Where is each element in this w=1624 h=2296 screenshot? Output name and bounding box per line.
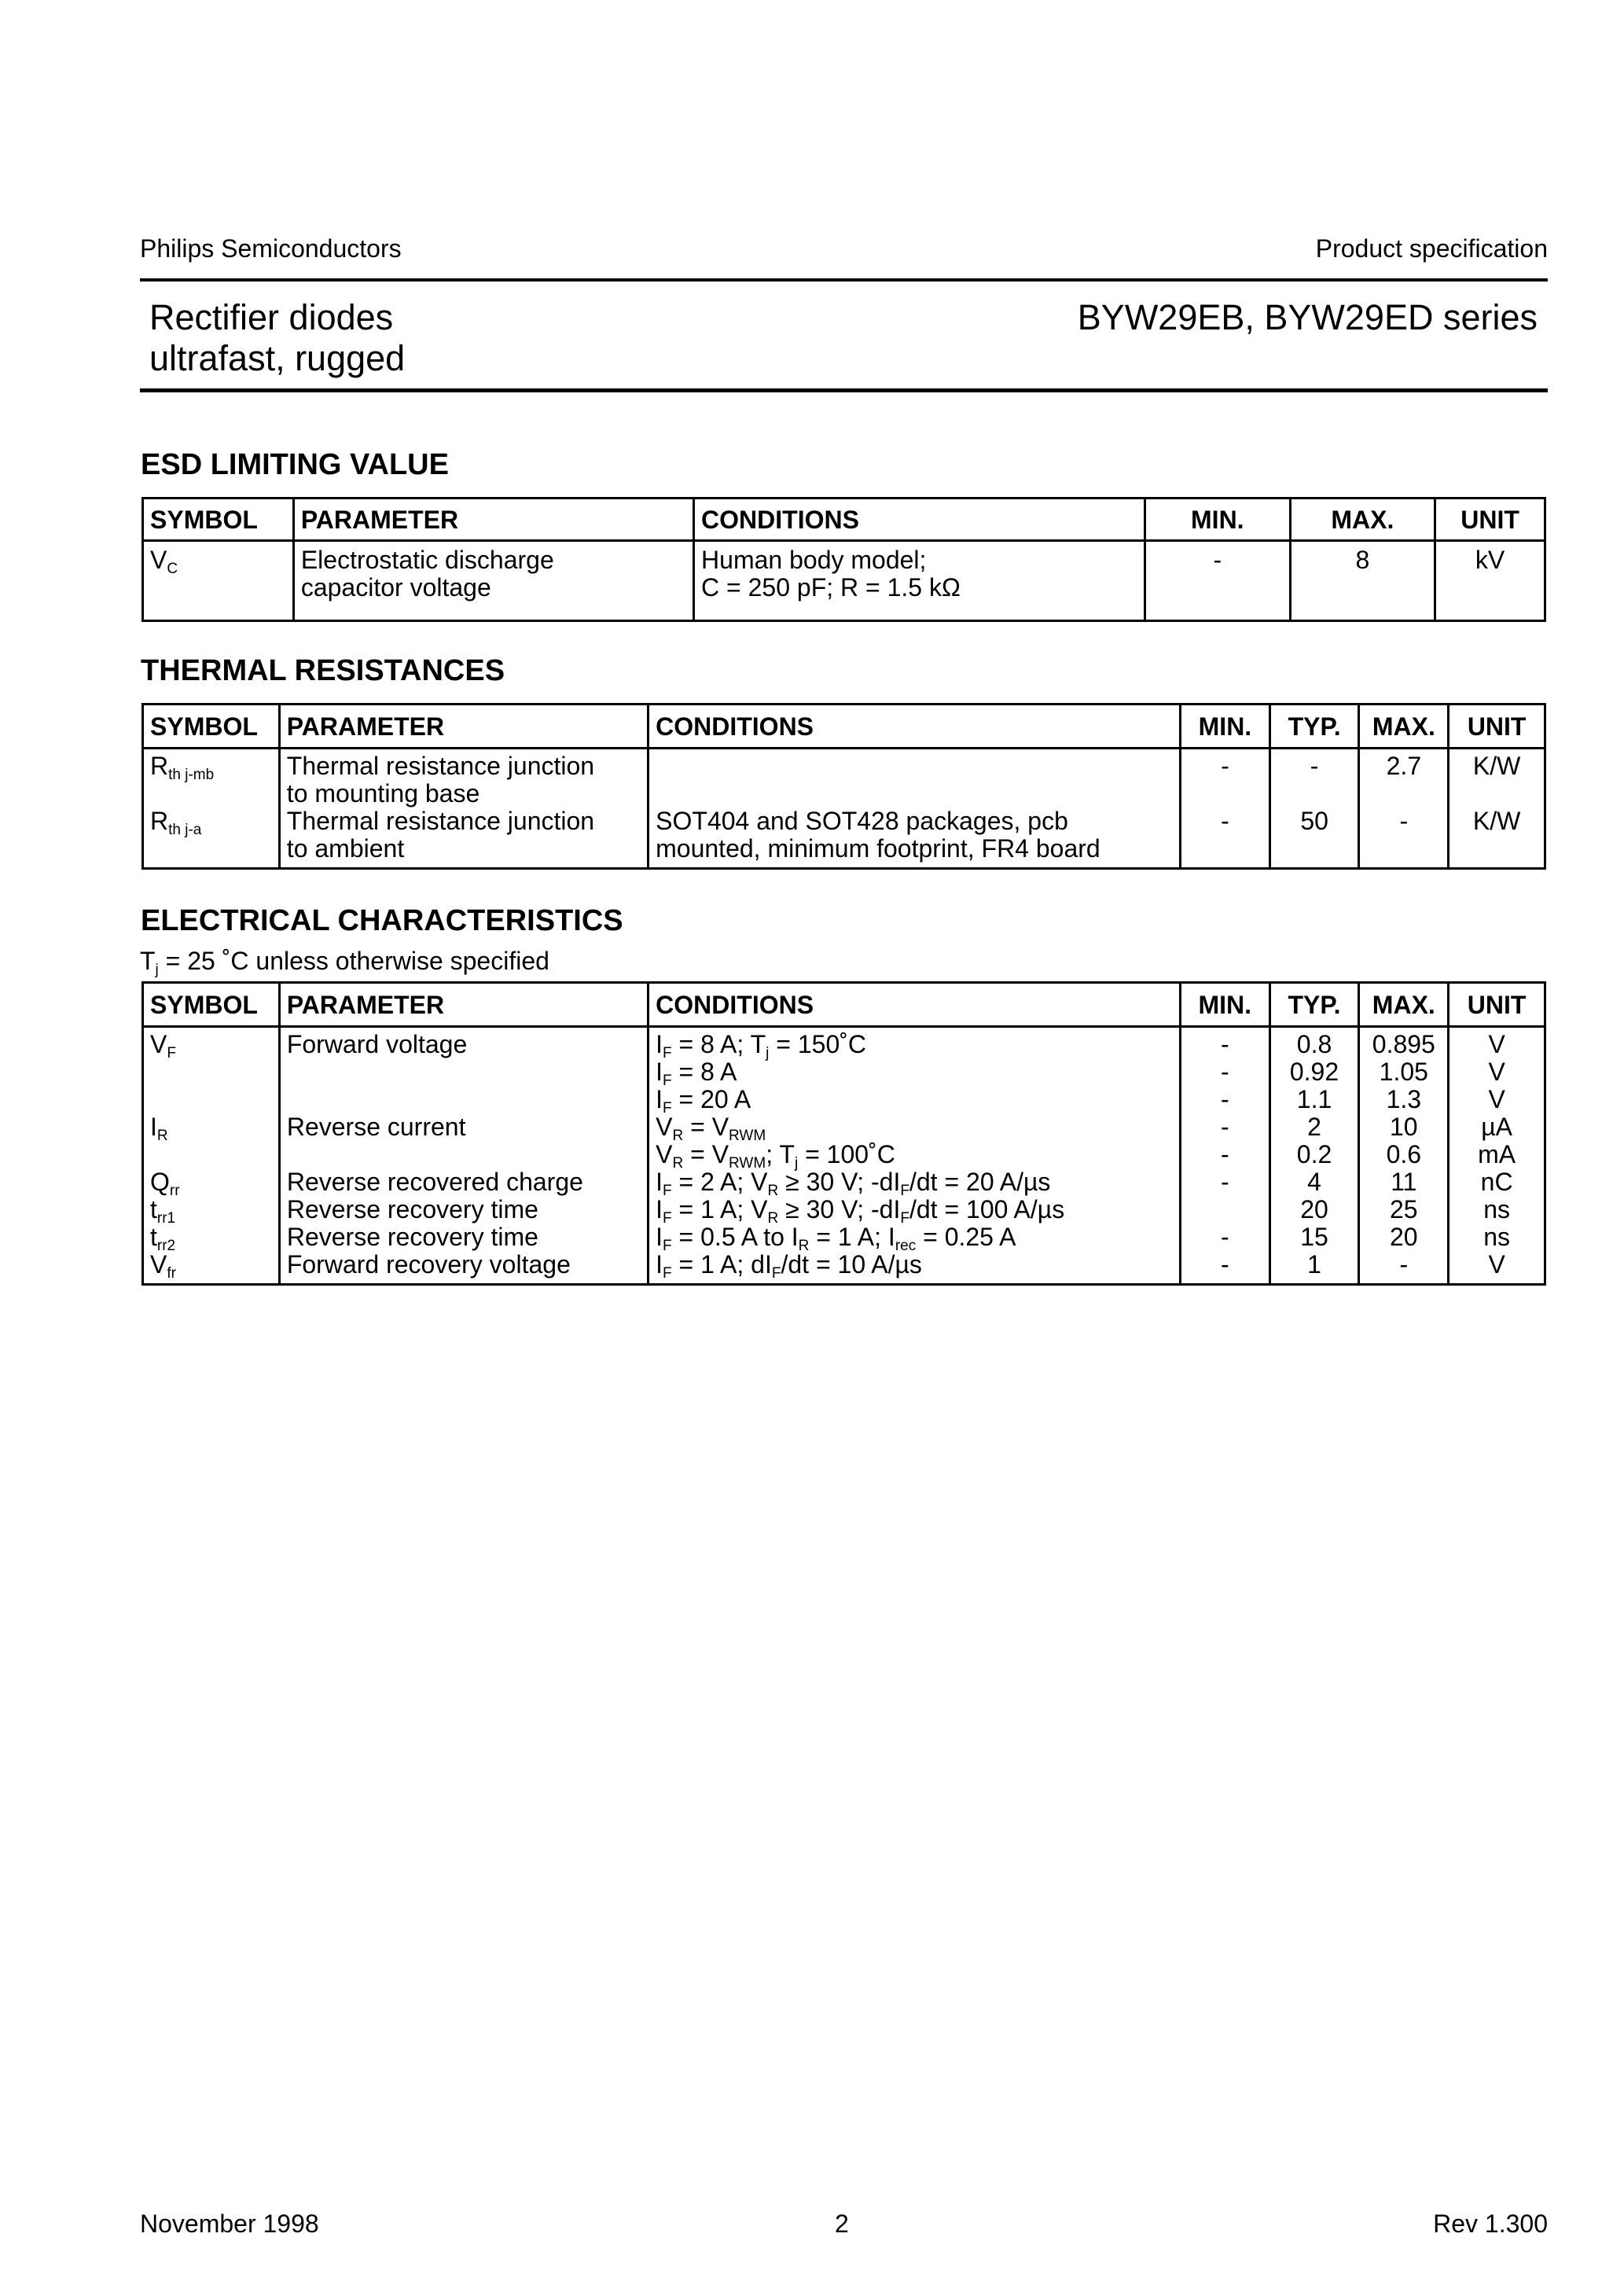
document-type: Product specification [1315,234,1548,263]
electrical-min: - - - - - - - - [1180,1027,1269,1285]
electrical-symbols: $V_F$ $I_R$ $Q_{rr}$ $t_{rr1}$ $t_{rr2}$ $V_{fr}$ [143,1027,280,1285]
company-name: Philips Semiconductors [140,234,402,263]
electrical-typ: 0.8 0.92 1.1 2 0.2 4 20 15 1 [1269,1027,1359,1285]
product-title-line2: ultrafast, rugged [149,338,406,378]
electrical-conditions: $I_F = 8$ A; $T_j$ = 150˚C $I_F = 8$ A $I_F = 20$ A $V_R = V_{RWM}$ $V_R = V_{RWM}$; $T_j$ = 100˚C $I_F = 2$ A; $V_R \ge 30$ V; $-dI_F/dt = 20$ A/µs $I_F = 1$ A; $V_R \ge 30$ V; $-dI_F/dt = 100$ A/µs $I_F = 0.5$ A to $I_R = 1$ A; $I_{rec} = 0.25$ A $I_F = 1$ A; $dI_F/dt = 10$ A/µs [648,1027,1181,1285]
electrical-condition-note: $T_j = 25$ ˚C unless otherwise specified [140,947,549,978]
thermal-typ: - 50 [1269,749,1359,869]
esd-header-max: MAX. [1290,499,1435,541]
thermal-min: - - [1181,749,1270,869]
esd-header-symbol: SYMBOL [143,499,294,541]
thermal-max: 2.7 - [1359,749,1449,869]
esd-min: - [1145,541,1291,621]
footer-date: November 1998 [140,2210,319,2238]
electrical-section-title: ELECTRICAL CHARACTERISTICS [141,904,623,937]
thermal-parameters: Thermal resistance junction to mounting base Thermal resistance junction to ambient [279,749,648,869]
thermal-section-title: THERMAL RESISTANCES [141,654,505,687]
footer-page-number: 2 [835,2210,849,2238]
electrical-table [141,981,1546,1286]
esd-section-title: ESD LIMITING VALUE [141,448,449,481]
esd-unit: kV [1435,541,1545,621]
esd-header-min: MIN. [1145,499,1291,541]
thermal-header-conditions: CONDITIONS [648,705,1181,749]
esd-header-parameter: PARAMETER [293,499,693,541]
thermal-header-symbol: SYMBOL [143,705,280,749]
product-title [149,297,405,379]
electrical-unit: V V V µA mA nC ns ns V [1449,1027,1545,1285]
electrical-header-max: MAX. [1359,983,1449,1027]
thermal-header-typ: TYP. [1269,705,1359,749]
thermal-header-max: MAX. [1359,705,1449,749]
thermal-header-min: MIN. [1181,705,1270,749]
esd-row-vc [143,541,1545,621]
thermal-table [141,703,1546,870]
header-rule-bottom [140,388,1548,392]
product-title-line1: Rectifier diodes [149,297,394,337]
electrical-header-row [143,983,1545,1027]
esd-header-row [143,499,1545,541]
thermal-header-row [143,705,1545,749]
electrical-header-conditions: CONDITIONS [648,983,1181,1027]
thermal-header-parameter: PARAMETER [279,705,648,749]
esd-header-unit: UNIT [1435,499,1545,541]
thermal-symbols: $R_{th j-mb}$ $R_{th j-a}$ [143,749,280,869]
electrical-header-typ: TYP. [1269,983,1359,1027]
electrical-header-min: MIN. [1180,983,1269,1027]
thermal-header-unit: UNIT [1449,705,1545,749]
esd-conditions: Human body model; C = 250 pF; R = 1.5 kΩ [694,541,1145,621]
esd-symbol: $V_C$ [143,541,294,621]
thermal-unit: K/W K/W [1449,749,1545,869]
header-rule-top [140,278,1548,281]
electrical-header-symbol: SYMBOL [143,983,280,1027]
thermal-conditions: SOT404 and SOT428 packages, pcb mounted, minimum footprint, FR4 board [648,749,1181,869]
electrical-parameters: Forward voltage Reverse current Reverse recovered charge Reverse recovery time Reverse recovery time Forward recovery voltage [279,1027,648,1285]
esd-header-conditions: CONDITIONS [694,499,1145,541]
esd-max: 8 [1290,541,1435,621]
thermal-body-row [143,749,1545,869]
electrical-max: 0.895 1.05 1.3 10 0.6 11 25 20 - [1359,1027,1449,1285]
electrical-header-parameter: PARAMETER [279,983,648,1027]
electrical-header-unit: UNIT [1449,983,1545,1027]
esd-table [141,497,1546,622]
footer-revision: Rev 1.300 [1433,2210,1548,2238]
esd-parameter: Electrostatic discharge capacitor voltage [293,541,693,621]
electrical-body-row [143,1027,1545,1285]
part-series: BYW29EB, BYW29ED series [1077,297,1538,337]
